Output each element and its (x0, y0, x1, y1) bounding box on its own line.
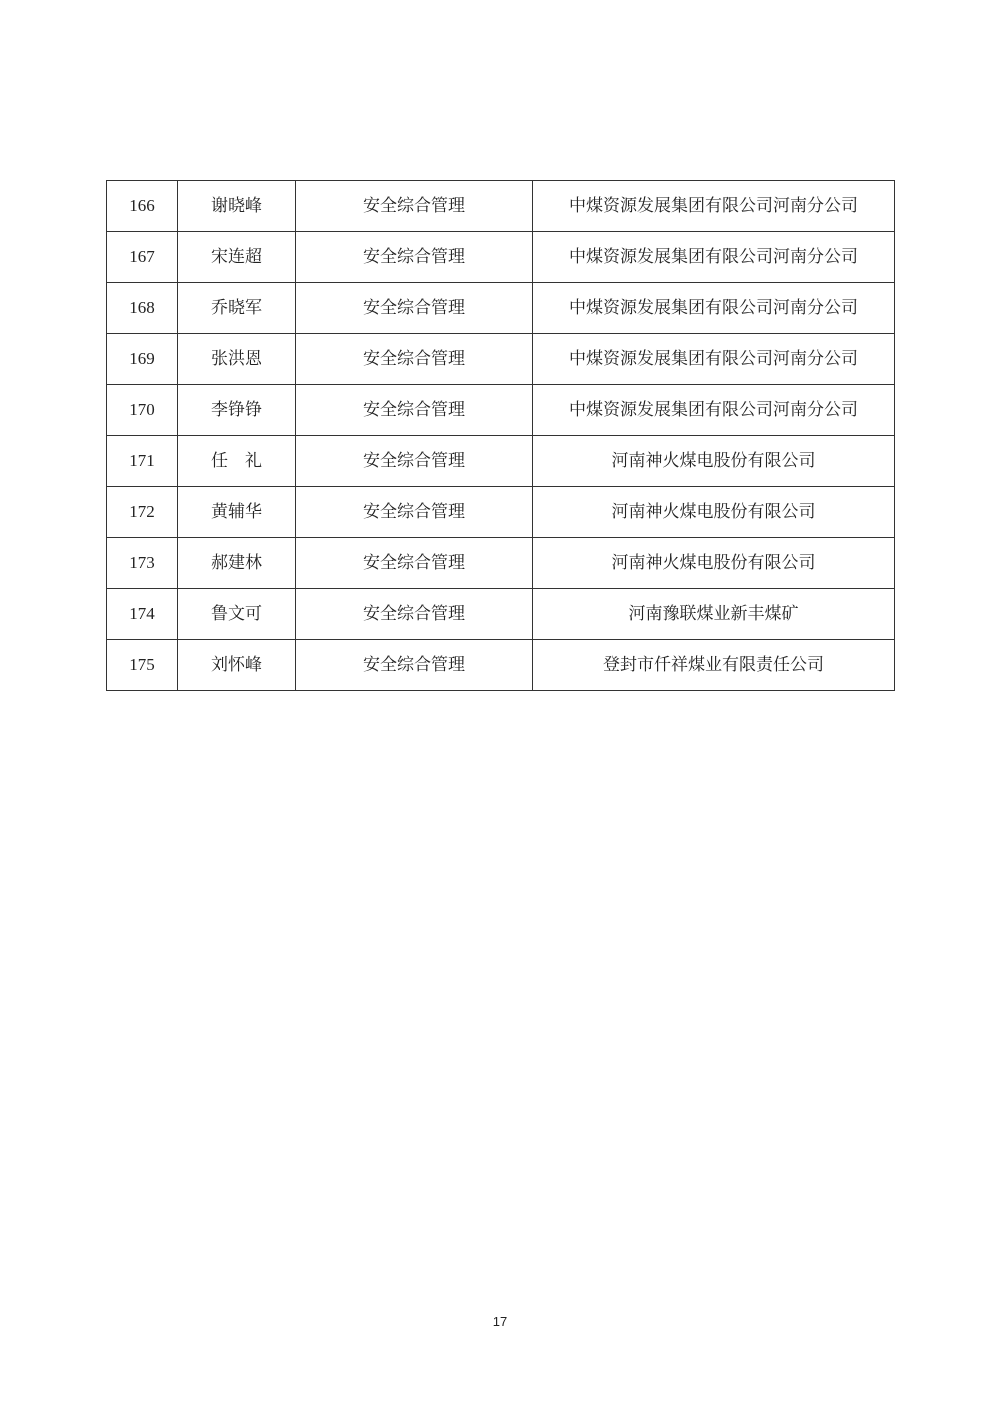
person-name: 任 礼 (178, 436, 296, 487)
page-number: 17 (492, 1314, 508, 1329)
company-name: 河南豫联煤业新丰煤矿 (533, 589, 895, 640)
row-number: 175 (107, 640, 178, 691)
table-row (107, 640, 895, 691)
person-name: 黄辅华 (178, 487, 296, 538)
company-name: 中煤资源发展集团有限公司河南分公司 (533, 334, 895, 385)
row-number: 168 (107, 283, 178, 334)
row-number: 167 (107, 232, 178, 283)
company-name: 中煤资源发展集团有限公司河南分公司 (533, 385, 895, 436)
row-number: 169 (107, 334, 178, 385)
table-row (107, 385, 895, 436)
table-row (107, 283, 895, 334)
company-name: 中煤资源发展集团有限公司河南分公司 (533, 283, 895, 334)
company-name: 中煤资源发展集团有限公司河南分公司 (533, 232, 895, 283)
person-name: 郝建林 (178, 538, 296, 589)
category: 安全综合管理 (296, 589, 533, 640)
category: 安全综合管理 (296, 487, 533, 538)
person-name: 鲁文可 (178, 589, 296, 640)
row-number: 172 (107, 487, 178, 538)
company-name: 河南神火煤电股份有限公司 (533, 538, 895, 589)
company-name: 登封市仟祥煤业有限责任公司 (533, 640, 895, 691)
table-row (107, 436, 895, 487)
row-number: 174 (107, 589, 178, 640)
row-number: 170 (107, 385, 178, 436)
table-row (107, 181, 895, 232)
category: 安全综合管理 (296, 436, 533, 487)
company-name: 河南神火煤电股份有限公司 (533, 436, 895, 487)
category: 安全综合管理 (296, 640, 533, 691)
table-row (107, 487, 895, 538)
category: 安全综合管理 (296, 334, 533, 385)
person-name: 李铮铮 (178, 385, 296, 436)
category: 安全综合管理 (296, 283, 533, 334)
company-name: 中煤资源发展集团有限公司河南分公司 (533, 181, 895, 232)
category: 安全综合管理 (296, 232, 533, 283)
table-row (107, 232, 895, 283)
person-name: 宋连超 (178, 232, 296, 283)
table-row (107, 538, 895, 589)
category: 安全综合管理 (296, 385, 533, 436)
row-number: 166 (107, 181, 178, 232)
company-name: 河南神火煤电股份有限公司 (533, 487, 895, 538)
row-number: 173 (107, 538, 178, 589)
person-name: 张洪恩 (178, 334, 296, 385)
personnel-table (106, 180, 895, 691)
person-name: 谢晓峰 (178, 181, 296, 232)
person-name: 乔晓军 (178, 283, 296, 334)
table-row (107, 334, 895, 385)
table-row (107, 589, 895, 640)
row-number: 171 (107, 436, 178, 487)
person-name: 刘怀峰 (178, 640, 296, 691)
category: 安全综合管理 (296, 538, 533, 589)
category: 安全综合管理 (296, 181, 533, 232)
